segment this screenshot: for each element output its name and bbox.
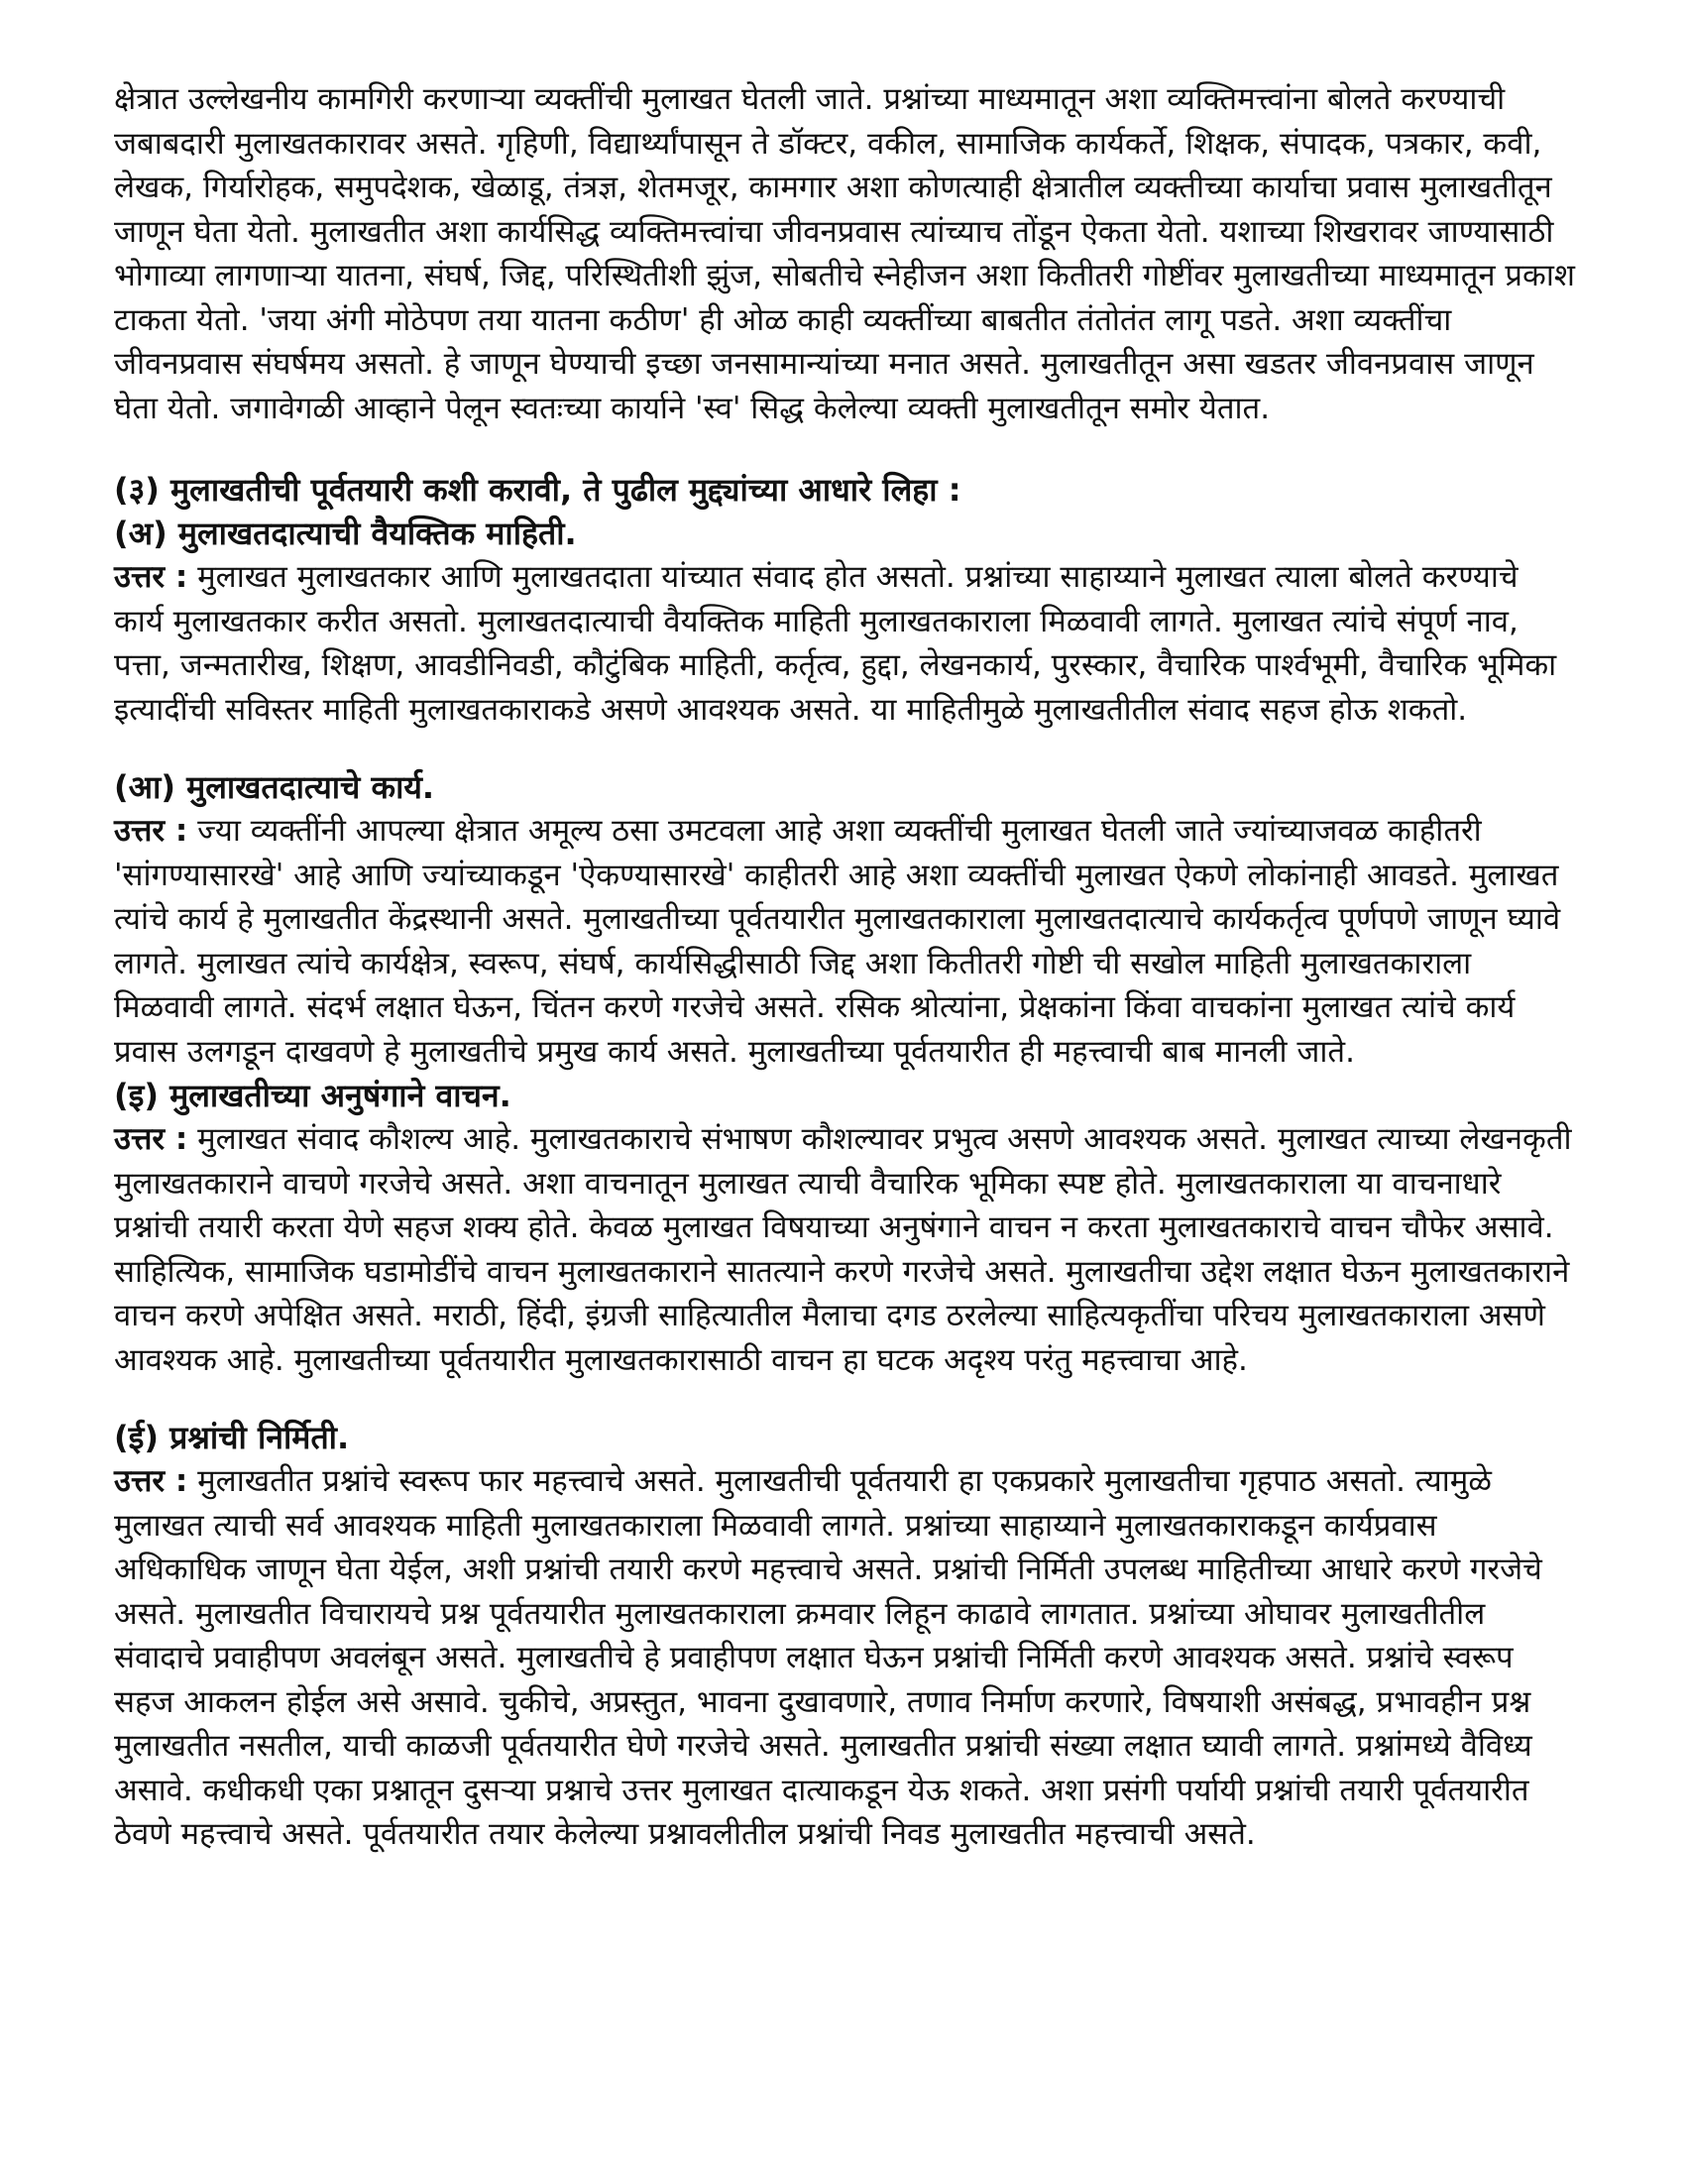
answer-label: उत्तर : — [114, 559, 188, 595]
section-i-answer — [114, 1117, 1576, 1382]
section-ii-heading: (ई) प्रश्नांची निर्मिती. — [114, 1419, 350, 1456]
answer-label: उत्तर : — [114, 1463, 188, 1499]
question-heading: (३) मुलाखतीची पूर्वतयारी कशी करावी, ते पुढील मुद्द्यांच्या आधारे लिहा : — [114, 471, 961, 509]
answer-label: उत्तर : — [114, 813, 188, 849]
section-aa-answer — [114, 809, 1576, 1074]
answer-text: ज्या व्यक्तींनी आपल्या क्षेत्रात अमूल्य ठसा उमटवला आहे अशा व्यक्तींची मुलाखत घेतली जाते ज्यांच्याजवळ काहीतरी 'सांगण्यासारखे' आहे आणि ज्यांच्याकडून 'ऐकण्यासारखे' काहीतरी आहे अशा व्यक्तींची मुलाखत ऐकणे लोकांनाही आवडते. मुलाखत त्यांचे कार्य हे मुलाखतीत केंद्रस्थानी असते. मुलाखतीच्या पूर्वतयारीत मुलाखतकाराला मुलाखतदात्याचे कार्यकर्तृत्व पूर्णपणे जाणून घ्यावे लागते. मुलाखत त्यांचे कार्यक्षेत्र, स्वरूप, संघर्ष, कार्यसिद्धीसाठी जिद्द अशा कितीतरी गोष्टी ची सखोल माहिती मुलाखतकाराला मिळवावी लागते. संदर्भ लक्षात घेऊन, चिंतन करणे गरजेचे असते. रसिक श्रोत्यांना, प्रेक्षकांना किंवा वाचकांना मुलाखत त्यांचे कार्य प्रवास उलगडून दाखवणे हे मुलाखतीचे प्रमुख कार्य असते. मुलाखतीच्या पूर्वतयारीत ही महत्त्वाची बाब मानली जाते. — [114, 813, 1561, 1070]
intro-paragraph: क्षेत्रात उल्लेखनीय कामगिरी करणाऱ्या व्यक्तींची मुलाखत घेतली जाते. प्रश्नांच्या माध्यमातून अशा व्यक्तिमत्त्वांना बोलते करण्याची जबाबदारी मुलाखतकारावर असते. गृहिणी, विद्यार्थ्यांपासून ते डॉक्टर, वकील, सामाजिक कार्यकर्ते, शिक्षक, संपादक, पत्रकार, कवी, लेखक, गिर्यारोहक, समुपदेशक, खेळाडू, तंत्रज्ञ, शेतमजूर, कामगार अशा कोणत्याही क्षेत्रातील व्यक्तीच्या कार्याचा प्रवास मुलाखतीतून जाणून घेता येतो. मुलाखतीत अशा कार्यसिद्ध व्यक्तिमत्त्वांचा जीवनप्रवास त्यांच्याच तोंडून ऐकता येतो. यशाच्या शिखरावर जाण्यासाठी भोगाव्या लागणाऱ्या यातना, संघर्ष, जिद्द, परिस्थितीशी झुंज, सोबतीचे स्नेहीजन अशा कितीतरी गोष्टींवर मुलाखतीच्या माध्यमातून प्रकाश टाकता येतो. 'जया अंगी मोठेपण तया यातना कठीण' ही ओळ काही व्यक्तींच्या बाबतीत तंतोतंत लागू पडते. अशा व्यक्तींचा जीवनप्रवास संघर्षमय असतो. हे जाणून घेण्याची इच्छा जनसामान्यांच्या मनात असते. मुलाखतीतून असा खडतर जीवनप्रवास जाणून घेता येतो. जगावेगळी आव्हाने पेलून स्वतःच्या कार्याने 'स्व' सिद्ध केलेल्या व्यक्ती मुलाखतीतून समोर येतात. — [114, 81, 1575, 426]
answer-text: मुलाखतीत प्रश्नांचे स्वरूप फार महत्त्वाचे असते. मुलाखतीची पूर्वतयारी हा एकप्रकारे मुलाखतीचा गृहपाठ असतो. त्यामुळे मुलाखत त्याची सर्व आवश्यक माहिती मुलाखतकाराला मिळवावी लागते. प्रश्नांच्या साहाय्याने मुलाखतकाराकडून कार्यप्रवास अधिकाधिक जाणून घेता येईल, अशी प्रश्नांची तयारी करणे महत्त्वाचे असते. प्रश्नांची निर्मिती उपलब्ध माहितीच्या आधारे करणे गरजेचे असते. मुलाखतीत विचारायचे प्रश्न पूर्वतयारीत मुलाखतकाराला क्रमवार लिहून काढावे लागतात. प्रश्नांच्या ओघावर मुलाखतीतील संवादाचे प्रवाहीपण अवलंबून असते. मुलाखतीचे हे प्रवाहीपण लक्षात घेऊन प्रश्नांची निर्मिती करणे आवश्यक असते. प्रश्नांचे स्वरूप सहज आकलन होईल असे असावे. चुकीचे, अप्रस्तुत, भावना दुखावणारे, तणाव निर्माण करणारे, विषयाशी असंबद्ध, प्रभावहीन प्रश्न मुलाखतीत नसतील, याची काळजी पूर्वतयारीत घेणे गरजेचे असते. मुलाखतीत प्रश्नांची संख्या लक्षात घ्यावी लागते. प्रश्नांमध्ये वैविध्य असावे. कधीकधी एका प्रश्नातून दुसऱ्या प्रश्नाचे उत्तर मुलाखत दात्याकडून येऊ शकते. अशा प्रसंगी पर्यायी प्रश्नांची तयारी पूर्वतयारीत ठेवणे महत्त्वाचे असते. पूर्वतयारीत तयार केलेल्या प्रश्नावलीतील प्रश्नांची निवड मुलाखतीत महत्त्वाची असते. — [114, 1463, 1542, 1852]
section-i-heading: (इ) मुलाखतीच्या अनुषंगाने वाचन. — [114, 1077, 511, 1114]
document-page — [114, 77, 1576, 1857]
answer-label: उत्तर : — [114, 1121, 188, 1157]
section-aa-heading: (आ) मुलाखतदात्याचे कार्य. — [114, 768, 435, 806]
answer-text: मुलाखत संवाद कौशल्य आहे. मुलाखतकाराचे संभाषण कौशल्यावर प्रभुत्व असणे आवश्यक असते. मुलाखत त्याच्या लेखनकृती मुलाखतकाराने वाचणे गरजेचे असते. अशा वाचनातून मुलाखत त्याची वैचारिक भूमिका स्पष्ट होते. मुलाखतकाराला या वाचनाधारे प्रश्नांची तयारी करता येणे सहज शक्य होते. केवळ मुलाखत विषयाच्या अनुषंगाने वाचन न करता मुलाखतकाराचे वाचन चौफेर असावे. साहित्यिक, सामाजिक घडामोडींचे वाचन मुलाखतकाराने सातत्याने करणे गरजेचे असते. मुलाखतीचा उद्देश लक्षात घेऊन मुलाखतकाराने वाचन करणे अपेक्षित असते. मराठी, हिंदी, इंग्रजी साहित्यातील मैलाचा दगड ठरलेल्या साहित्यकृतींचा परिचय मुलाखतकाराला असणे आवश्यक आहे. मुलाखतीच्या पूर्वतयारीत मुलाखतकारासाठी वाचन हा घटक अदृश्य परंतु महत्त्वाचा आहे. — [114, 1121, 1572, 1378]
section-a-answer — [114, 555, 1576, 732]
section-a-heading: (अ) मुलाखतदात्याची वैयक्तिक माहिती. — [114, 515, 577, 552]
answer-text: मुलाखत मुलाखतकार आणि मुलाखतदाता यांच्यात संवाद होत असतो. प्रश्नांच्या साहाय्याने मुलाखत त्याला बोलते करण्याचे कार्य मुलाखतकार करीत असतो. मुलाखतदात्याची वैयक्तिक माहिती मुलाखतकाराला मिळवावी लागते. मुलाखत त्यांचे संपूर्ण नाव, पत्ता, जन्मतारीख, शिक्षण, आवडीनिवडी, कौटुंबिक माहिती, कर्तृत्व, हुद्दा, लेखनकार्य, पुरस्कार, वैचारिक पार्श्वभूमी, वैचारिक भूमिका इत्यादींची सविस्तर माहिती मुलाखतकाराकडे असणे आवश्यक असते. या माहितीमुळे मुलाखतीतील संवाद सहज होऊ शकतो. — [114, 559, 1557, 728]
section-ii-answer — [114, 1459, 1576, 1857]
